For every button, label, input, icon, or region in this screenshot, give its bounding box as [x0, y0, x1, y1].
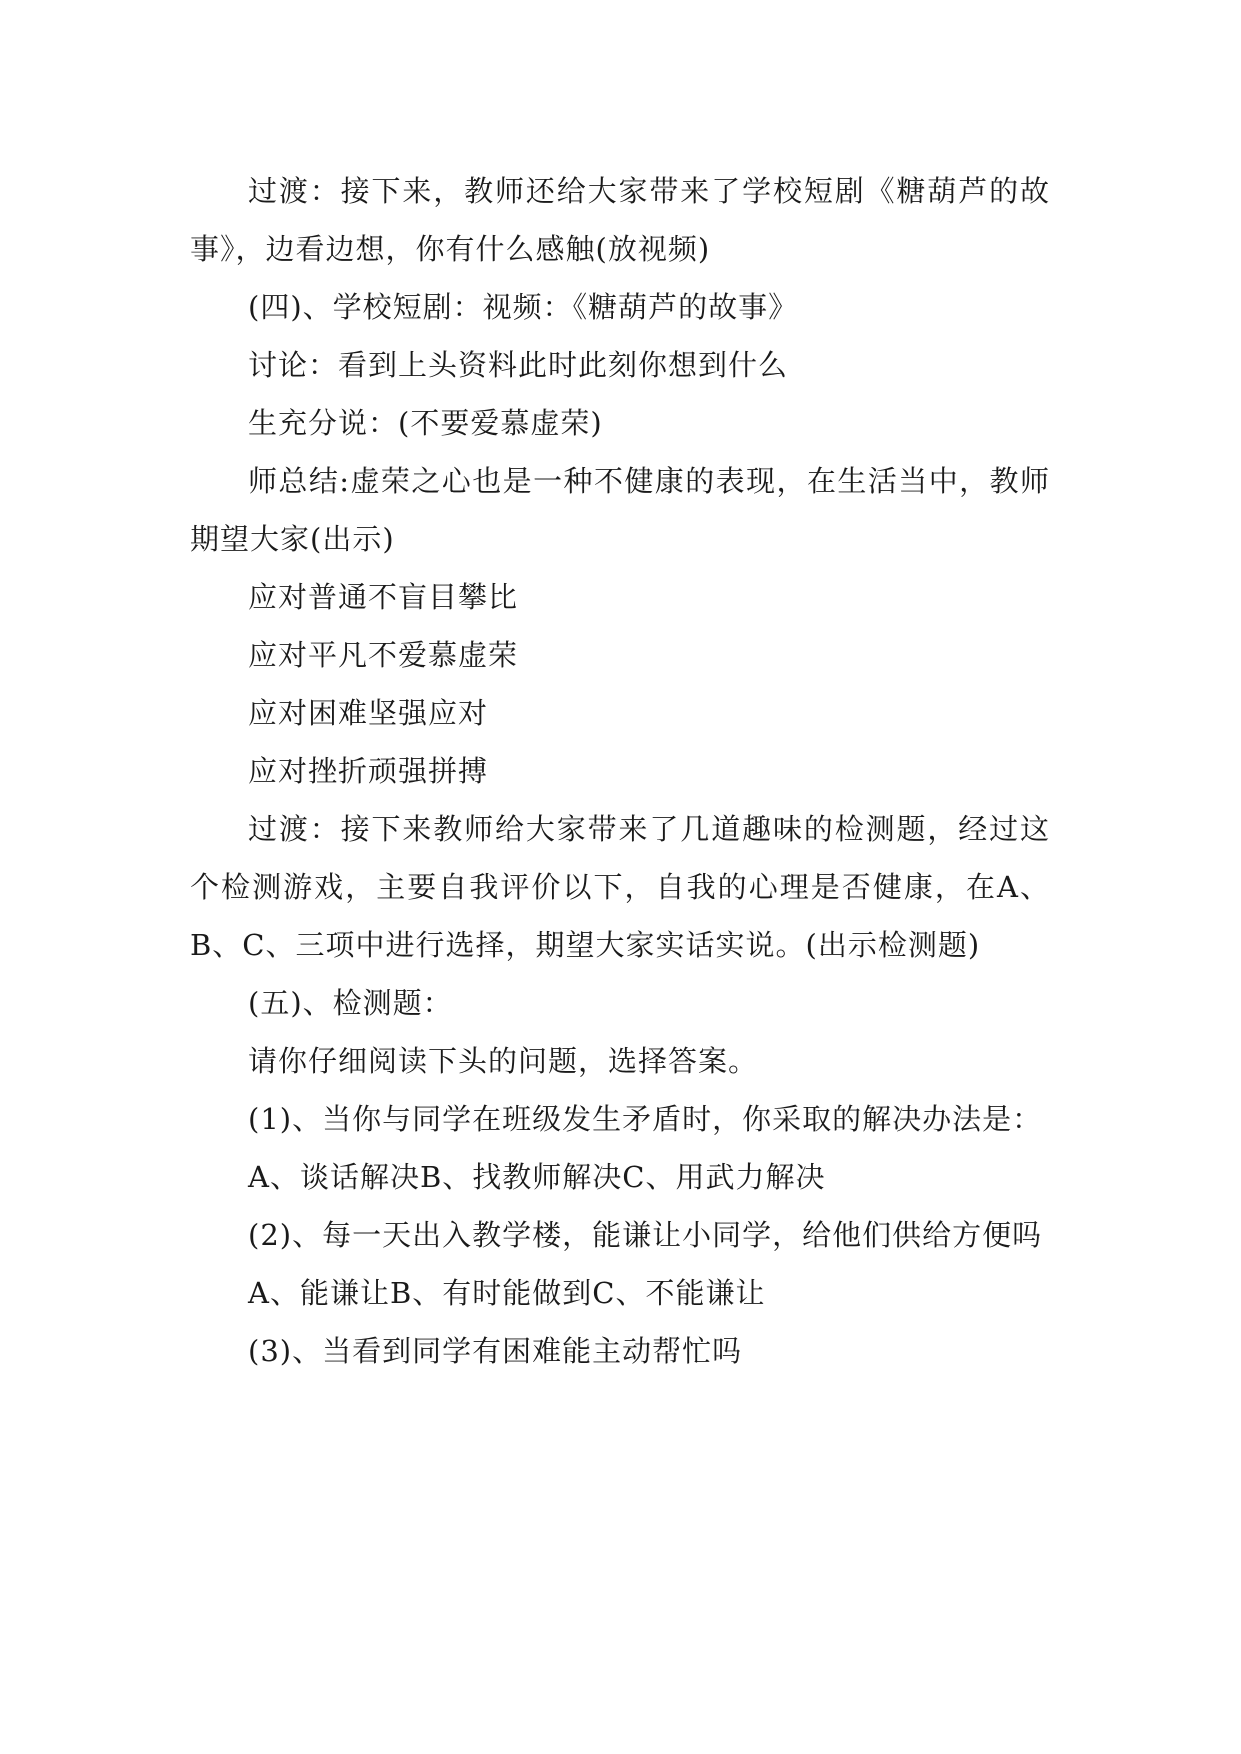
- paragraph-section-5-heading: (五)、检测题：: [248, 986, 453, 1020]
- paragraph-question-2: (2)、每一天出入教学楼，能谦让小同学，给他们供给方便吗: [248, 1218, 1043, 1252]
- paragraph-discussion: 讨论：看到上头资料此时此刻你想到什么: [248, 348, 789, 382]
- paragraph-transition-2: 过渡：接下来教师给大家带来了几道趣味的检测题，经过这个检测游戏，主要自我评价以下，自我的心理是否健康，在A、B、C、三项中进行选择，期望大家实话实说。(出示检测题): [190, 812, 1050, 962]
- paragraph-question-2-options: A、能谦让B、有时能做到C、不能谦让: [248, 1276, 766, 1310]
- paragraph-motto-3: 应对困难坚强应对: [248, 696, 489, 730]
- paragraph-teacher-summary: 师总结:虚荣之心也是一种不健康的表现，在生活当中，教师期望大家(出示): [190, 464, 1050, 556]
- document-body: [190, 162, 1050, 1380]
- paragraph-motto-4: 应对挫折顽强拼搏: [248, 754, 489, 788]
- paragraph-section-4-heading: (四)、学校短剧：视频：《糖葫芦的故事》: [248, 290, 799, 324]
- paragraph-question-1-options: A、谈话解决B、找教师解决C、用武力解决: [248, 1160, 826, 1194]
- paragraph-question-1: (1)、当你与同学在班级发生矛盾时，你采取的解决办法是：: [248, 1102, 1043, 1136]
- paragraph-motto-1: 应对普通不盲目攀比: [248, 580, 519, 614]
- paragraph-instructions: 请你仔细阅读下头的问题，选择答案。: [248, 1044, 759, 1078]
- paragraph-motto-2: 应对平凡不爱慕虚荣: [248, 638, 519, 672]
- paragraph-transition-1: 过渡：接下来，教师还给大家带来了学校短剧《糖葫芦的故事》，边看边想，你有什么感触(放视频): [190, 174, 1050, 266]
- paragraph-student-answer: 生充分说：(不要爱慕虚荣): [248, 406, 603, 440]
- paragraph-question-3: (3)、当看到同学有困难能主动帮忙吗: [248, 1334, 743, 1368]
